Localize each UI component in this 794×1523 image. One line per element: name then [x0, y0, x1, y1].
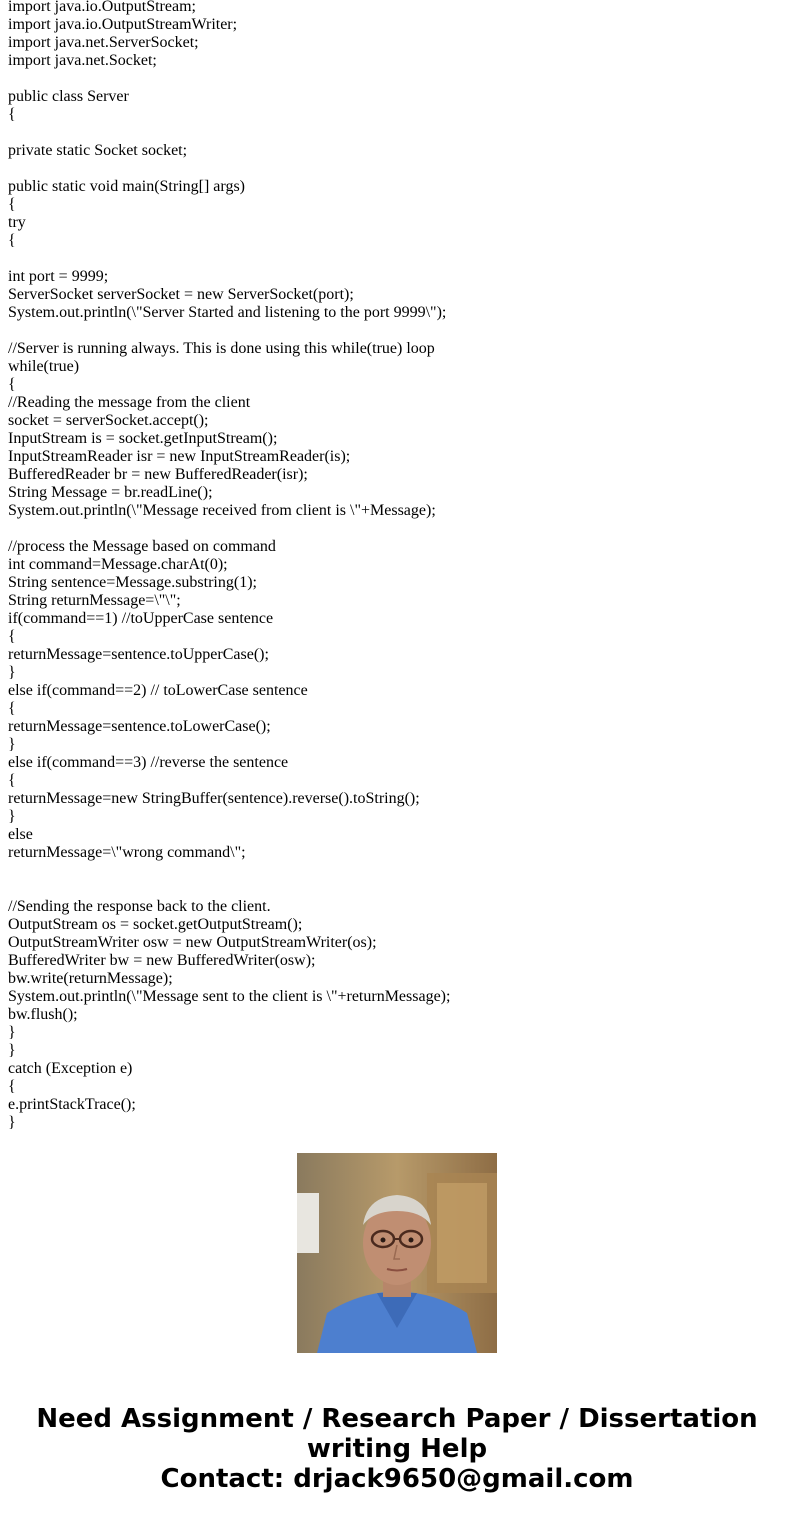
code-line: public static void main(String[] args)	[8, 178, 245, 195]
code-line: String returnMessage=\"\";	[8, 592, 181, 609]
promo-footer	[0, 1404, 794, 1494]
code-line: try	[8, 214, 26, 231]
code-line: if(command==1) //toUpperCase sentence	[8, 610, 274, 627]
code-line: //process the Message based on command	[8, 538, 276, 555]
code-line: }	[8, 1024, 16, 1041]
code-line	[8, 862, 778, 880]
code-line	[8, 70, 778, 88]
code-line: //Reading the message from the client	[8, 394, 251, 411]
code-line	[8, 124, 778, 142]
code-line: else if(command==3) //reverse the sentence	[8, 754, 289, 771]
code-line	[8, 322, 778, 340]
code-line: import java.io.OutputStream;	[8, 0, 196, 15]
code-line: }	[8, 736, 16, 753]
code-line: System.out.println(\"Message sent to the client is \"+returnMessage);	[8, 988, 451, 1005]
code-line	[8, 250, 778, 268]
code-line: {	[8, 628, 16, 645]
code-line: returnMessage=sentence.toLowerCase();	[8, 718, 271, 735]
code-line: OutputStreamWriter osw = new OutputStreamWriter(os);	[8, 934, 377, 951]
code-line: bw.write(returnMessage);	[8, 970, 173, 987]
code-line: bw.flush();	[8, 1006, 78, 1023]
code-line: returnMessage=new StringBuffer(sentence).reverse().toString();	[8, 790, 420, 807]
code-line: BufferedWriter bw = new BufferedWriter(osw);	[8, 952, 316, 969]
code-line: ServerSocket serverSocket = new ServerSocket(port);	[8, 286, 354, 303]
code-line: else if(command==2) // toLowerCase sentence	[8, 682, 308, 699]
code-line: System.out.println(\"Message received from client is \"+Message);	[8, 502, 436, 519]
author-portrait-image	[297, 1153, 497, 1353]
code-line: //Server is running always. This is done using this while(true) loop	[8, 340, 435, 357]
code-line: BufferedReader br = new BufferedReader(isr);	[8, 466, 308, 483]
code-line: import java.net.ServerSocket;	[8, 34, 199, 51]
code-line: socket = serverSocket.accept();	[8, 412, 209, 429]
code-line: OutputStream os = socket.getOutputStream();	[8, 916, 303, 933]
code-line: import java.net.Socket;	[8, 52, 157, 69]
promo-line-1: Need Assignment / Research Paper / Dissertation	[36, 1404, 758, 1434]
code-line: }	[8, 1042, 16, 1059]
code-line: String Message = br.readLine();	[8, 484, 213, 501]
author-avatar	[297, 1153, 497, 1353]
code-line	[8, 520, 778, 538]
code-line: returnMessage=sentence.toUpperCase();	[8, 646, 269, 663]
code-line: {	[8, 376, 16, 393]
code-line: returnMessage=\"wrong command\";	[8, 844, 246, 861]
code-line: InputStream is = socket.getInputStream();	[8, 430, 278, 447]
code-listing	[8, 0, 778, 1131]
code-line: String sentence=Message.substring(1);	[8, 574, 257, 591]
code-line: }	[8, 1114, 16, 1131]
code-line	[8, 880, 778, 898]
code-line: while(true)	[8, 358, 80, 375]
code-line: {	[8, 232, 16, 249]
promo-contact: Contact: drjack9650@gmail.com	[160, 1464, 634, 1494]
code-line: {	[8, 106, 16, 123]
code-line: System.out.println(\"Server Started and listening to the port 9999\");	[8, 304, 447, 321]
code-line	[8, 160, 778, 178]
promo-line-2: writing Help	[306, 1434, 488, 1464]
code-line: {	[8, 700, 16, 717]
code-line: e.printStackTrace();	[8, 1096, 136, 1113]
code-line: //Sending the response back to the client.	[8, 898, 271, 915]
code-line: private static Socket socket;	[8, 142, 188, 159]
code-line: import java.io.OutputStreamWriter;	[8, 16, 238, 33]
code-line: int command=Message.charAt(0);	[8, 556, 228, 573]
code-line: {	[8, 1078, 16, 1095]
code-line: }	[8, 808, 16, 825]
code-line: int port = 9999;	[8, 268, 109, 285]
code-line: }	[8, 664, 16, 681]
code-line: catch (Exception e)	[8, 1060, 133, 1077]
code-line: {	[8, 196, 16, 213]
code-line: public class Server	[8, 88, 129, 105]
code-line: else	[8, 826, 33, 843]
code-line: InputStreamReader isr = new InputStreamReader(is);	[8, 448, 351, 465]
code-line: {	[8, 772, 16, 789]
